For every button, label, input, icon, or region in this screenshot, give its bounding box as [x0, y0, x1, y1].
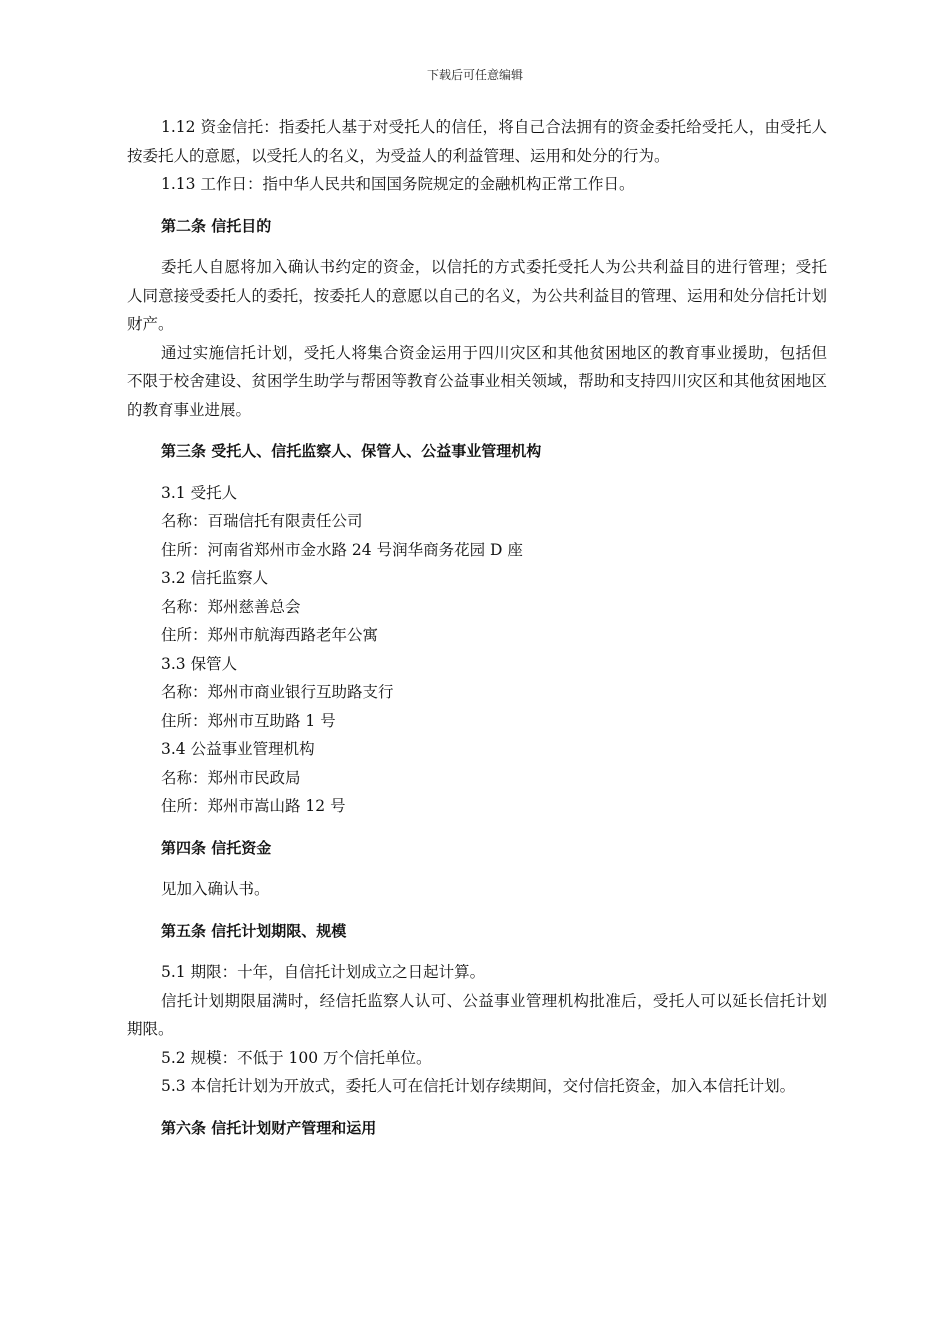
article-3-line: 住所：河南省郑州市金水路 24 号润华商务花园 D 座 — [161, 540, 523, 559]
article-3-line: 住所：郑州市互助路 1 号 — [161, 711, 336, 730]
article-2-paragraph-2: 通过实施信托计划，受托人将集合资金运用于四川灾区和其他贫困地区的教育事业援助，包括但不限于校舍建设、贫困学生助学与帮困等教育公益事业相关领域，帮助和支持四川灾区和其他贫困地区的教育事业进展。 — [127, 343, 827, 419]
article-6-heading: 第六条 信托计划财产管理和运用 — [161, 1118, 377, 1137]
article-5-paragraph-2: 信托计划期限届满时，经信托监察人认可、公益事业管理机构批准后，受托人可以延长信托计划期限。 — [127, 991, 827, 1038]
article-5-paragraph-4: 5.3 本信托计划为开放式，委托人可在信托计划存续期间，交付信托资金，加入本信托计划。 — [161, 1077, 796, 1095]
article-3-line: 名称：百瑞信托有限责任公司 — [161, 512, 363, 530]
article-3-heading: 第三条 受托人、信托监察人、保管人、公益事业管理机构 — [161, 442, 542, 460]
article-4-heading: 第四条 信托资金 — [161, 838, 272, 857]
article-3-line: 名称：郑州市民政局 — [161, 768, 301, 787]
article-3-line: 3.3 保管人 — [161, 654, 238, 673]
article-3-line: 3.4 公益事业管理机构 — [161, 740, 315, 758]
article-3-line: 住所：郑州市航海西路老年公寓 — [161, 626, 379, 644]
article-5-paragraph-3: 5.2 规模：不低于 100 万个信托单位。 — [161, 1048, 432, 1067]
article-3-line: 住所：郑州市嵩山路 12 号 — [161, 797, 346, 815]
article-2-heading: 第二条 信托目的 — [161, 216, 272, 235]
article-2-paragraph-1: 委托人自愿将加入确认书约定的资金，以信托的方式委托受托人为公共利益目的进行管理；受托人同意接受委托人的委托，按委托人的意愿以自己的名义，为公共利益目的管理、运用和处分信托计划财产。 — [127, 258, 827, 333]
article-5-heading: 第五条 信托计划期限、规模 — [161, 921, 347, 940]
article-3-line: 名称：郑州市商业银行互助路支行 — [161, 683, 394, 701]
article-3-line: 名称：郑州慈善总会 — [161, 597, 301, 616]
document-body — [127, 113, 827, 1142]
article-3-line: 3.1 受托人 — [161, 483, 238, 502]
article-5-paragraph-1: 5.1 期限：十年，自信托计划成立之日起计算。 — [161, 963, 486, 981]
clause-1-12: 1.12 资金信托：指委托人基于对受托人的信任，将自己合法拥有的资金委托给受托人，由受托人按委托人的意愿，以受托人的名义，为受益人的利益管理、运用和处分的行为。 — [127, 118, 827, 165]
page-header-note: 下载后可任意编辑 — [426, 68, 523, 82]
article-4-paragraph-1: 见加入确认书。 — [161, 880, 270, 898]
clause-1-13: 1.13 工作日：指中华人民共和国国务院规定的金融机构正常工作日。 — [161, 175, 635, 193]
article-3-line: 3.2 信托监察人 — [161, 569, 269, 587]
